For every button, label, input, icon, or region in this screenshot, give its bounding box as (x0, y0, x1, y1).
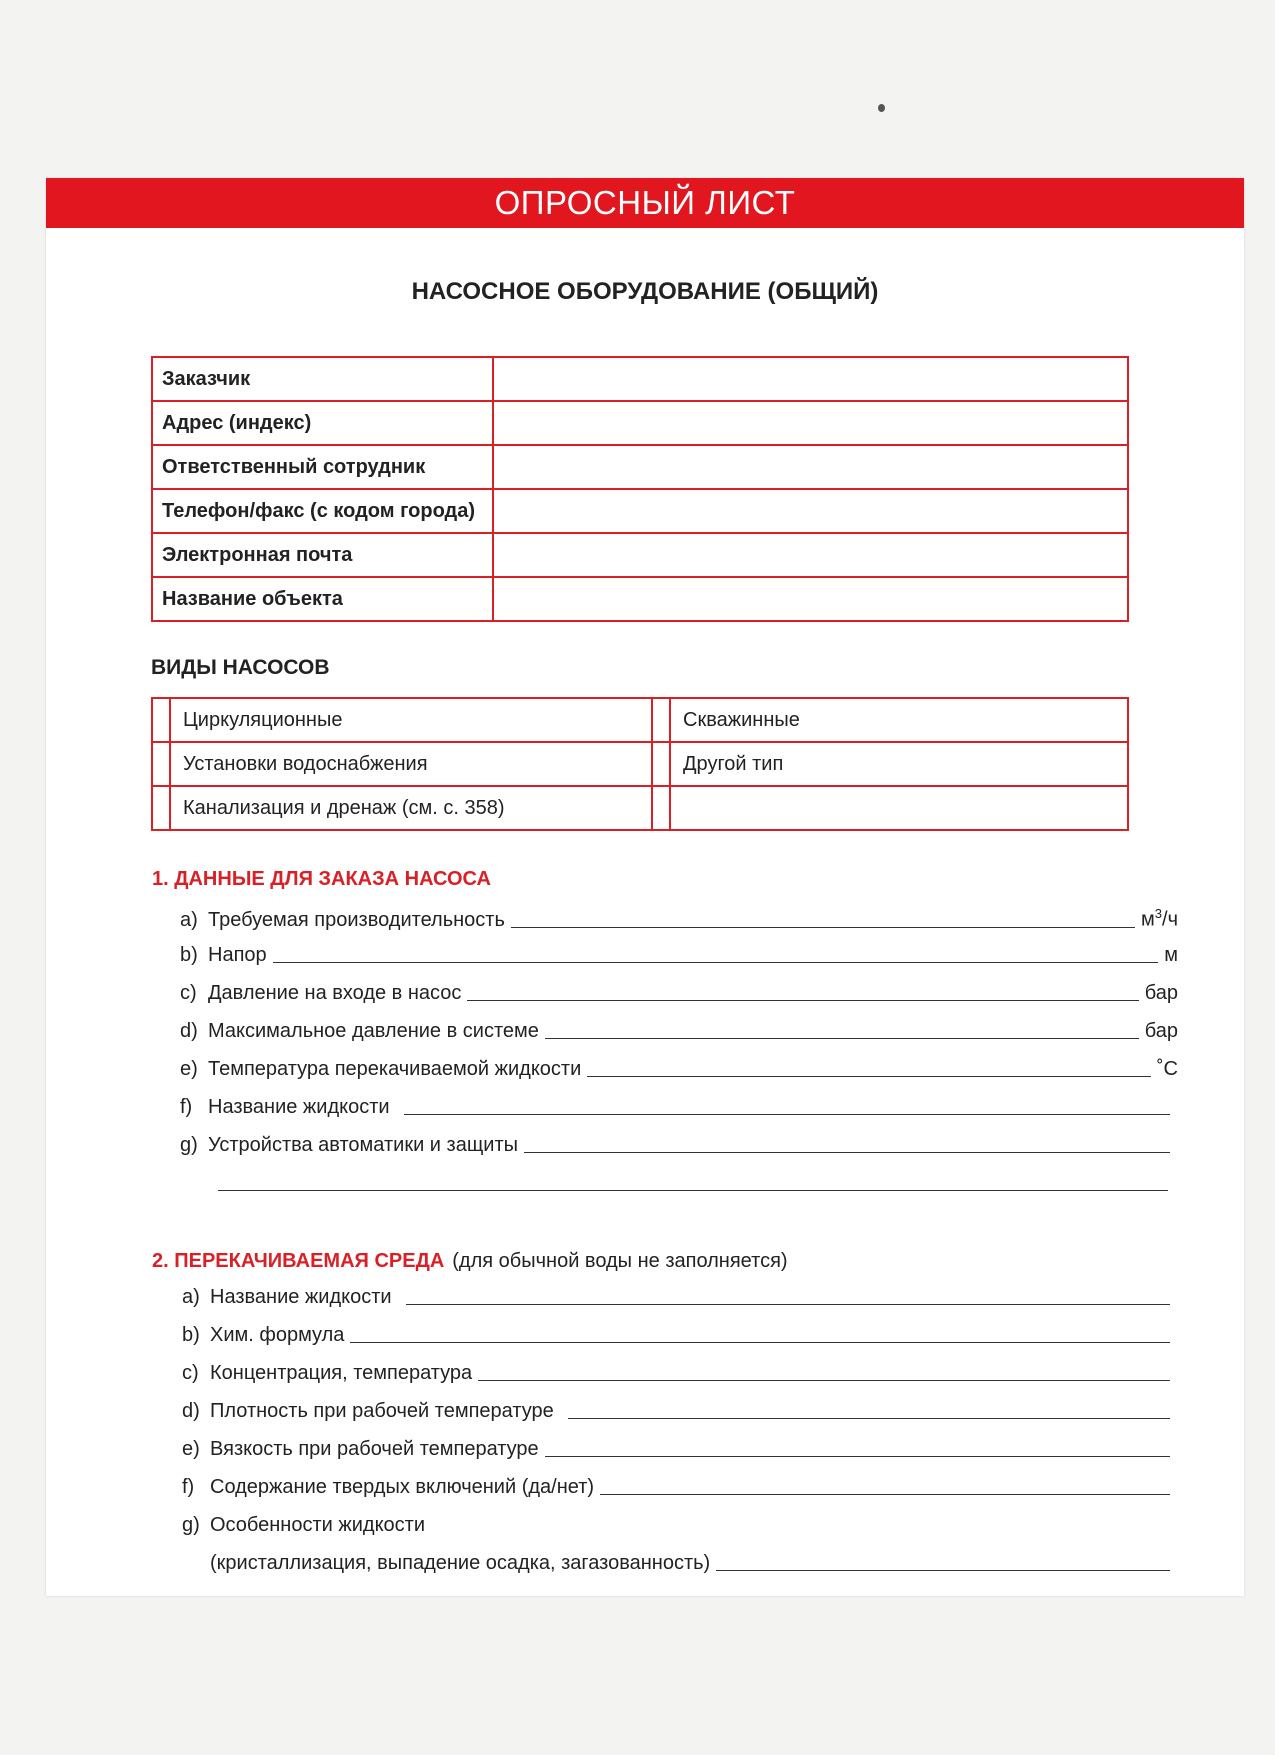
item-letter: c) (182, 1362, 199, 1384)
item-letter: d) (182, 1400, 200, 1422)
chemical-formula-input-line[interactable] (350, 1341, 1170, 1343)
questionnaire-sheet (46, 178, 1244, 1596)
temperature-input-line[interactable] (587, 1075, 1151, 1077)
item-letter: e) (180, 1058, 198, 1080)
checkbox-water-supply[interactable] (152, 742, 170, 786)
banner-title: ОПРОСНЫЙ ЛИСТ (46, 178, 1244, 228)
email-label: Электронная почта (152, 533, 493, 577)
customer-label: Заказчик (152, 357, 493, 401)
list-item (180, 906, 1178, 932)
pump-types-table (151, 697, 1129, 831)
list-item (182, 1438, 1174, 1461)
item-label: Давление на входе в насос (208, 982, 462, 1004)
item-letter: f) (180, 1096, 193, 1118)
pump-type-other: Другой тип (670, 742, 1128, 786)
item-letter: c) (180, 982, 197, 1004)
item-label: Требуемая производительность (208, 908, 505, 931)
solids-input-line[interactable] (600, 1493, 1170, 1495)
scan-speck (878, 104, 885, 112)
table-row (152, 742, 1128, 786)
table-row (152, 401, 1128, 445)
item-unit: бар (1144, 1020, 1178, 1042)
item-label: Устройства автоматики и защиты (208, 1134, 518, 1156)
item-label: Концентрация, температура (210, 1362, 473, 1384)
list-item (180, 1020, 1178, 1043)
table-row (152, 533, 1128, 577)
liquid-features-input-line[interactable] (716, 1569, 1170, 1571)
list-item (180, 1096, 1174, 1119)
item-label: Температура перекачиваемой жидкости (208, 1058, 582, 1080)
checkbox-empty[interactable] (652, 786, 670, 830)
customer-field[interactable] (493, 357, 1128, 401)
inlet-pressure-input-line[interactable] (467, 999, 1138, 1001)
checkbox-sewage[interactable] (152, 786, 170, 830)
item-label: Название жидкости (210, 1286, 392, 1308)
object-name-label: Название объекта (152, 577, 493, 621)
liquid-name-input-line[interactable] (404, 1113, 1170, 1115)
contact-person-field[interactable] (493, 445, 1128, 489)
table-row (152, 786, 1128, 830)
item-letter: f) (182, 1476, 195, 1498)
table-row (152, 445, 1128, 489)
list-item (182, 1514, 1174, 1537)
automation-extra-line[interactable] (218, 1190, 1168, 1191)
item-unit: $м^3/ч$ (1141, 906, 1178, 931)
object-name-field[interactable] (493, 577, 1128, 621)
pump-type-empty (670, 786, 1128, 830)
contact-person-label: Ответственный сотрудник (152, 445, 493, 489)
max-pressure-input-line[interactable] (545, 1037, 1139, 1039)
form-subtitle: НАСОСНОЕ ОБОРУДОВАНИЕ (ОБЩИЙ) (411, 278, 879, 305)
item-letter: b) (182, 1324, 200, 1346)
checkbox-circulation[interactable] (152, 698, 170, 742)
list-item (182, 1476, 1174, 1499)
checkbox-other-type[interactable] (652, 742, 670, 786)
item-unit: ˚С (1156, 1058, 1178, 1080)
density-input-line[interactable] (568, 1417, 1170, 1419)
table-row (152, 489, 1128, 533)
viscosity-input-line[interactable] (545, 1455, 1170, 1457)
item-label: Хим. формула (210, 1324, 345, 1346)
item-letter: g) (182, 1514, 200, 1536)
item-letter: a) (180, 908, 198, 931)
address-field[interactable] (493, 401, 1128, 445)
item-unit: бар (1144, 982, 1178, 1004)
list-item (182, 1324, 1174, 1347)
table-row (152, 357, 1128, 401)
capacity-input-line[interactable] (511, 926, 1135, 928)
automation-input-line[interactable] (524, 1151, 1170, 1153)
medium-name-input-line[interactable] (406, 1303, 1170, 1305)
head-input-line[interactable] (273, 961, 1159, 963)
address-label: Адрес (индекс) (152, 401, 493, 445)
phone-fax-field[interactable] (493, 489, 1128, 533)
section2-note: (для обычной воды не заполняется) (452, 1250, 788, 1272)
list-item (180, 982, 1178, 1005)
item-label: Особенности жидкости (210, 1514, 426, 1536)
item-label: Напор (208, 944, 267, 966)
list-item (182, 1362, 1174, 1385)
list-item (210, 1552, 1174, 1575)
checkbox-borehole[interactable] (652, 698, 670, 742)
item-label: Вязкость при рабочей температуре (210, 1438, 539, 1460)
email-field[interactable] (493, 533, 1128, 577)
section1-title: 1. ДАННЫЕ ДЛЯ ЗАКАЗА НАСОСА (152, 868, 491, 890)
pump-type-circulation: Циркуляционные (170, 698, 652, 742)
phone-fax-label: Телефон/факс (с кодом города) (152, 489, 493, 533)
list-item (180, 1134, 1174, 1157)
pump-types-title: ВИДЫ НАСОСОВ (151, 656, 330, 679)
pump-type-borehole: Скважинные (670, 698, 1128, 742)
concentration-input-line[interactable] (478, 1379, 1170, 1381)
list-item (182, 1286, 1174, 1309)
item-label: Максимальное давление в системе (208, 1020, 539, 1042)
pump-type-sewage: Канализация и дренаж (см. с. 358) (170, 786, 652, 830)
item-label: Плотность при рабочей температуре (210, 1400, 554, 1422)
pump-type-water-supply: Установки водоснабжения (170, 742, 652, 786)
item-letter: d) (180, 1020, 198, 1042)
list-item (180, 1058, 1178, 1081)
item-letter: b) (180, 944, 198, 966)
table-row (152, 577, 1128, 621)
item-letter: a) (182, 1286, 200, 1308)
list-item (180, 944, 1178, 967)
item-label: Название жидкости (208, 1096, 390, 1118)
item-label: Содержание твердых включений (да/нет) (210, 1476, 595, 1498)
item-letter: g) (180, 1134, 198, 1156)
item-letter: e) (182, 1438, 200, 1460)
section2-title: 2. ПЕРЕКАЧИВАЕМАЯ СРЕДА (для обычной воды не заполняется) (152, 1250, 788, 1272)
customer-info-table (151, 356, 1129, 622)
item-continuation-label: (кристаллизация, выпадение осадка, загазованность) (210, 1552, 711, 1574)
item-unit: м (1164, 944, 1178, 966)
list-item (182, 1400, 1174, 1423)
table-row (152, 698, 1128, 742)
